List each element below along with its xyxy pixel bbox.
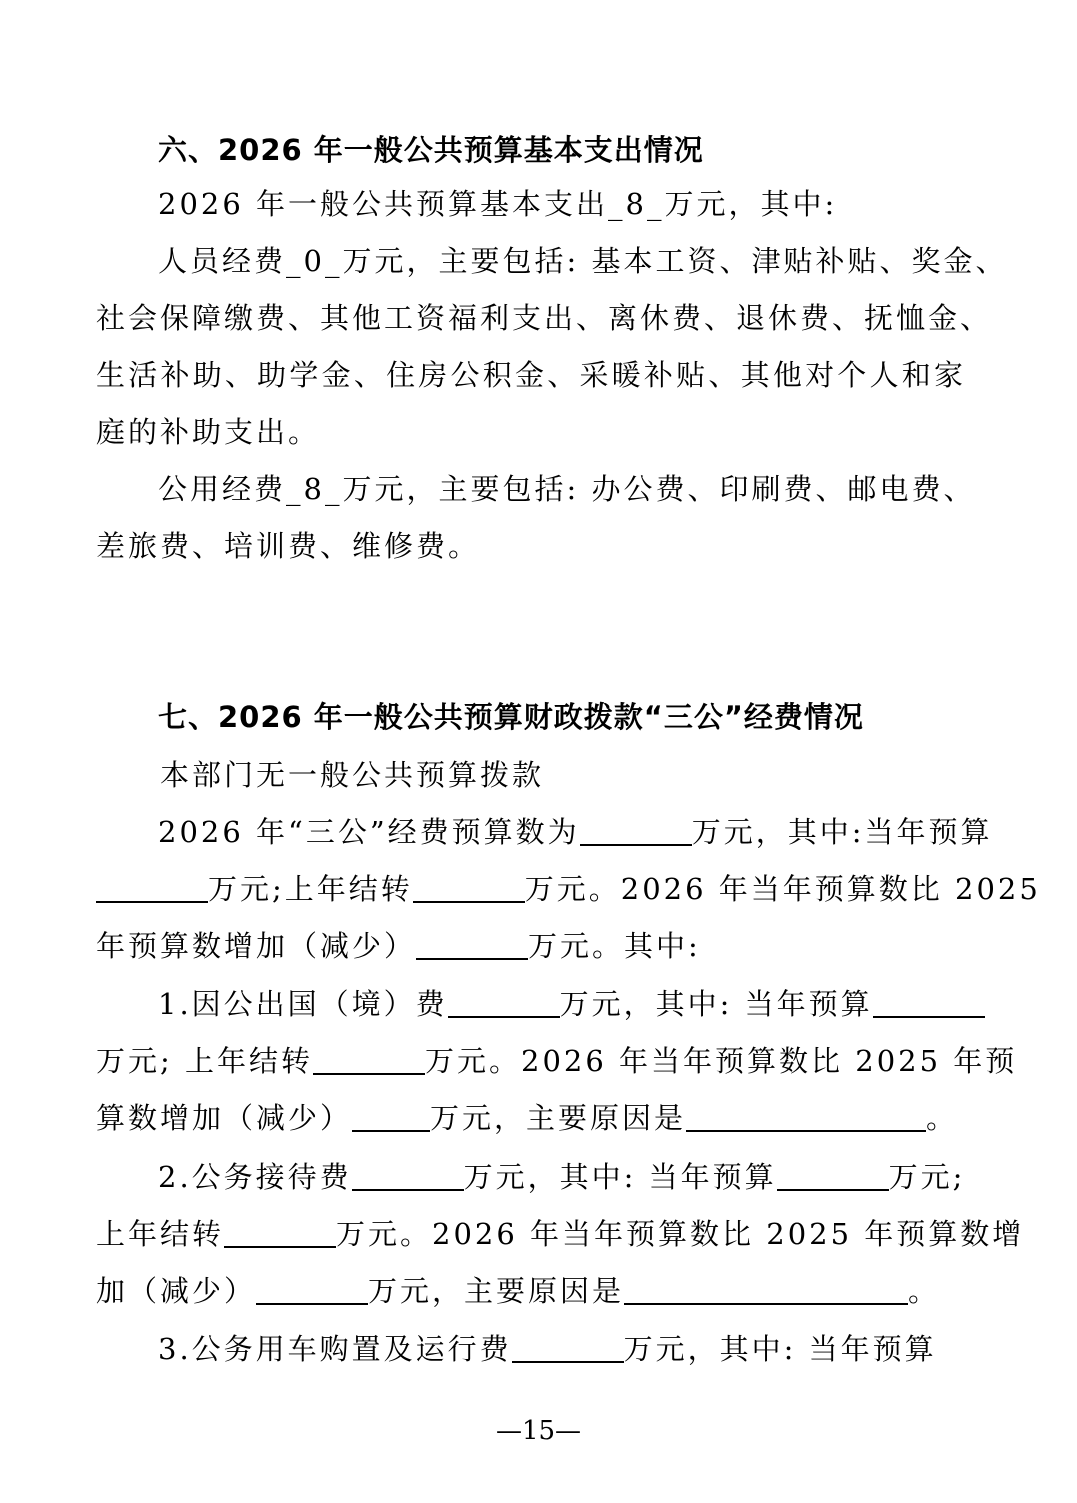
personnel-line-2: 社会保障缴费、其他工资福利支出、离休费、退休费、抚恤金、 xyxy=(96,301,993,335)
p1-line-1 xyxy=(158,812,993,852)
p1-text: 万元。2026 年当年预算数比 2025 xyxy=(524,872,1041,906)
item1-line-1 xyxy=(158,984,966,1024)
item2-text: 加（减少） xyxy=(96,1274,257,1308)
p1-text: 万元;上年结转 xyxy=(208,872,413,906)
item2-text: 万元，其中: 当年预算 xyxy=(463,1160,777,1194)
p1-text: 2026 年“三公”经费预算数为 xyxy=(158,815,580,849)
item1-line-3 xyxy=(96,1098,966,1138)
blank-field xyxy=(580,814,692,846)
item1-text: 万元，主要原因是 xyxy=(430,1101,687,1135)
blank-field xyxy=(413,871,525,903)
blank-field xyxy=(416,928,528,960)
personnel-line-1: 人员经费_0_万元，主要包括: 基本工资、津贴补贴、奖金、 xyxy=(158,244,1008,278)
blank-field xyxy=(224,1216,336,1248)
item2-text: 2.公务接待费 xyxy=(158,1160,352,1194)
section7-note: 本部门无一般公共预算拨款 xyxy=(160,758,545,792)
item3-text: 万元，其中: 当年预算 xyxy=(623,1332,937,1366)
item2-line-2 xyxy=(96,1214,1025,1254)
item1-text: 算数增加（减少） xyxy=(96,1101,353,1135)
item2-text: 。 xyxy=(908,1274,941,1308)
section6-summary: 2026 年一般公共预算基本支出_8_万元，其中: xyxy=(158,187,838,221)
item1-text: 万元，其中: 当年预算 xyxy=(559,987,873,1021)
blank-field xyxy=(448,986,560,1018)
item1-text: 万元。2026 年当年预算数比 2025 年预 xyxy=(425,1044,1018,1078)
p1-text: 万元，其中:当年预算 xyxy=(691,815,993,849)
blank-field xyxy=(352,1100,430,1132)
blank-field xyxy=(352,1159,464,1191)
blank-field xyxy=(873,986,985,1018)
page-number: —15— xyxy=(495,1416,582,1446)
section6-heading: 六、2026 年一般公共预算基本支出情况 xyxy=(158,133,704,167)
public-line-2: 差旅费、培训费、维修费。 xyxy=(96,529,481,563)
p1-line-2 xyxy=(96,869,1041,909)
p1-text: 万元。其中: xyxy=(528,929,701,963)
blank-field xyxy=(96,871,208,903)
item1-text: 万元; 上年结转 xyxy=(96,1044,313,1078)
p1-line-3 xyxy=(96,926,966,966)
item3-line-1 xyxy=(158,1329,966,1369)
blank-field xyxy=(512,1331,624,1363)
item2-line-1 xyxy=(158,1157,966,1197)
p1-text: 年预算数增加（减少） xyxy=(96,929,417,963)
item2-text: 上年结转 xyxy=(96,1217,225,1251)
item1-text: 。 xyxy=(926,1101,959,1135)
item3-text: 3.公务用车购置及运行费 xyxy=(158,1332,512,1366)
section7-heading: 七、2026 年一般公共预算财政拨款“三公”经费情况 xyxy=(158,700,864,734)
item2-line-3 xyxy=(96,1271,966,1311)
item1-text: 1.因公出国（境）费 xyxy=(158,987,448,1021)
item2-text: 万元，主要原因是 xyxy=(368,1274,625,1308)
personnel-line-3: 生活补助、助学金、住房公积金、采暖补贴、其他对个人和家 xyxy=(96,358,966,392)
public-line-1: 公用经费_8_万元，主要包括: 办公费、印刷费、邮电费、 xyxy=(158,472,976,506)
blank-field xyxy=(777,1159,889,1191)
item2-text: 万元。2026 年当年预算数比 2025 年预算数增 xyxy=(336,1217,1025,1251)
blank-field xyxy=(686,1100,926,1132)
personnel-line-4: 庭的补助支出。 xyxy=(96,415,321,449)
item2-text: 万元; xyxy=(888,1160,966,1194)
blank-field xyxy=(624,1273,908,1305)
item1-line-2 xyxy=(96,1041,1018,1081)
blank-field xyxy=(256,1273,368,1305)
blank-field xyxy=(313,1043,425,1075)
